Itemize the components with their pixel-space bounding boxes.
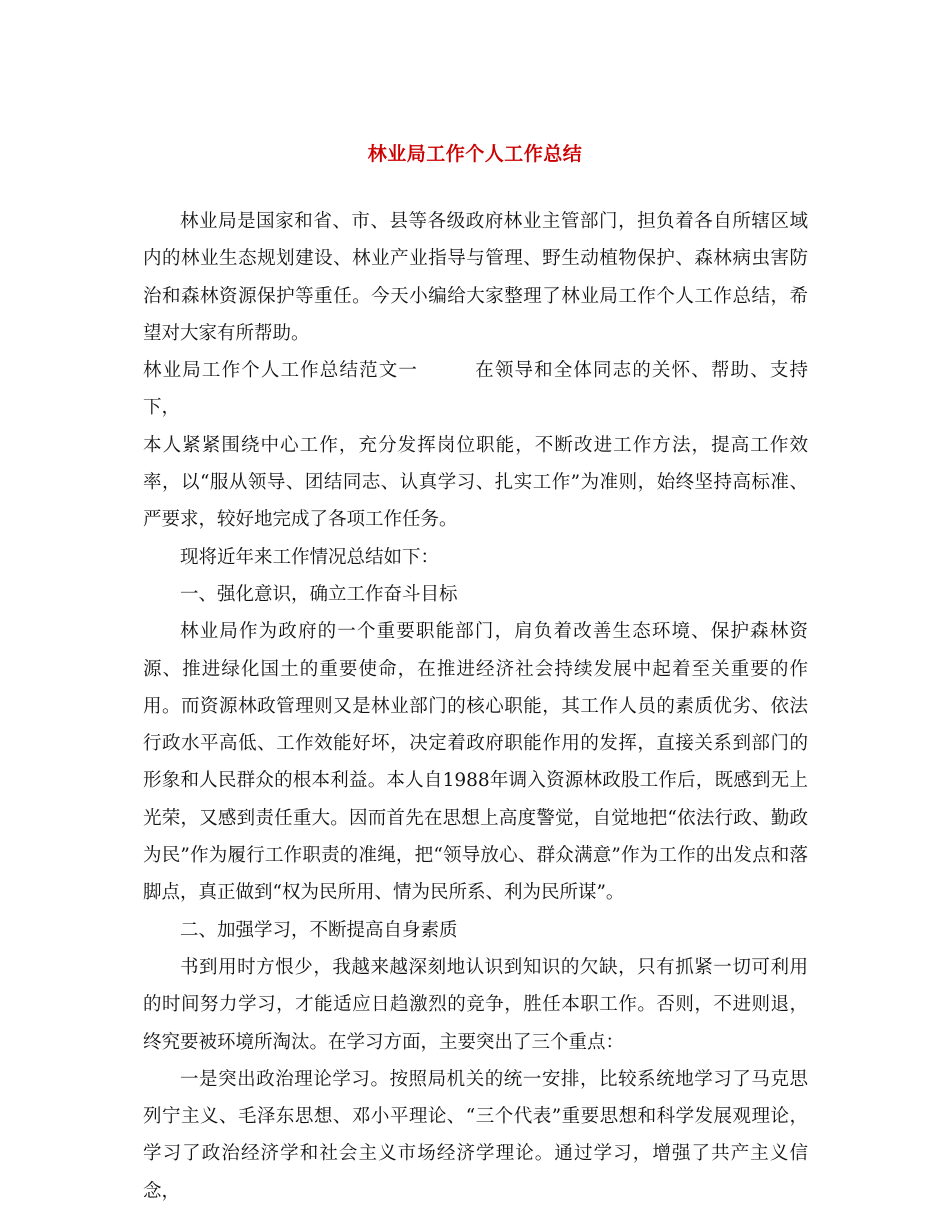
body-paragraph: 本人紧紧围绕中心工作，充分发挥岗位职能，不断改进工作方法，提高工作效率，以“服从领导、团结同志、认真学习、扎实工作”为准则，始终坚持高标准、严要求，较好地完成了各项工作任务。 — [143, 434, 808, 531]
body-paragraph: 现将近年来工作情况总结如下： — [180, 546, 440, 568]
section-heading-line — [143, 352, 808, 427]
intro-paragraph: 林业局是国家和省、市、县等各级政府林业主管部门，担负着各自所辖区域内的林业生态规划建设、林业产业指导与管理、野生动植物保护、森林病虫害防治和森林资源保护等重任。今天小编给大家整理了林业局工作个人工作总结，希望对大家有所帮助。 — [143, 211, 808, 344]
body-paragraph: 一是突出政治理论学习。按照局机关的统一安排，比较系统地学习了马克思列宁主义、毛泽东思想、邓小平理论、“三个代表”重要思想和科学发展观理论，学习了政治经济学和社会主义市场经济学理论。通过学习，增强了共产主义信念， — [143, 1068, 808, 1202]
section-heading: 林业局工作个人工作总结范文一 — [143, 360, 419, 382]
body-paragraph: 林业局作为政府的一个重要职能部门，肩负着改善生态环境、保护森林资源、推进绿化国土的重要使命，在推进经济社会持续发展中起着至关重要的作用。而资源林政管理则又是林业部门的核心职能，其工作人员的素质优劣、依法行政水平高低、工作效能好坏，决定着政府职能作用的发挥，直接关系到部门的形象和人民群众的根本利益。本人自1988年调入资源林政股工作后，既感到无上光荣，又感到责任重大。因而首先在思想上高度警觉，自觉地把“依法行政、勤政为民”作为履行工作职责的准绳，把“领导放心、群众满意”作为工作的出发点和落脚点，真正做到“权为民所用、情为民所系、利为民所谋”。 — [143, 621, 808, 904]
section-lead: 在领导和全体同志的关怀、帮助、支持下， — [143, 360, 808, 419]
document-title: 林业局工作个人工作总结 — [367, 143, 583, 165]
body-paragraph: 书到用时方恨少，我越来越深刻地认识到知识的欠缺，只有抓紧一切可利用的时间努力学习，才能适应日趋激烈的竞争，胜任本职工作。否则，不进则退，终究要被环境所淘汰。在学习方面，主要突出了三个重点： — [143, 956, 808, 1053]
subheading: 一、强化意识，确立工作奋斗目标 — [180, 583, 458, 605]
document-body — [143, 203, 808, 1210]
subheading: 二、加强学习，不断提高自身素质 — [180, 919, 458, 941]
